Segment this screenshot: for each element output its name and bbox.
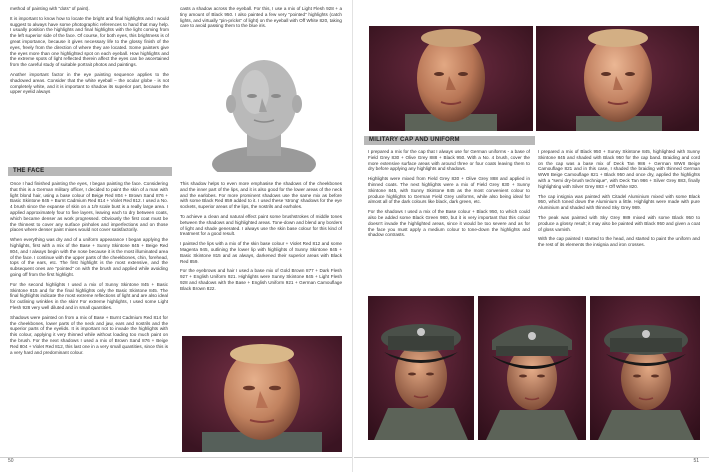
- paragraph: I painted the lips with a mix of the skin base colour + Violet Red 812 and some Magenta 945, outlining the lower lip with highlights of Sunny Skintone 845 + Basic Skintone 815 and as always, darkened their superior areas with Black Red 859.: [180, 241, 342, 264]
- painted-face-photo: [182, 336, 342, 452]
- paragraph: It is important to know how to locate the bright and final highlights and I would suggest to always have some photographic references to hand that may help. I usually position the highlights and final highlights with the light coming from the left superior side of the face. Of course, for both eyes, this brightness is of great importance, because it gives necessary life to the glossy finish of the eyes, freely from the direction of where they are located. Some painters give the eyes more than one highlighted spot on each eyeball. How highlights and the extreme spots of light reflected therein affect the eyes can be ascertained from the careful study of suitable portrait photos and paintings.: [10, 15, 169, 68]
- paragraph: For the eyebrows and hair I used a base mix of Gold Brown 877 + Dark Flesh 927 + English Uniform 921. Highlights were Sunny Skintone 845 + Light Flesh 928 and shadows with the Base + English Uniform 921 + German Camouflage Black Brown 822.: [180, 268, 342, 291]
- cap-uniform-text-column-1: [368, 149, 530, 289]
- paragraph: I prepared a mix of Black 950 + Sunny Skintone 845, highlighted with Sunny Skintone 845 and shaded with Black 950 for the cap band. Braiding and cord on the cap was a base mix of Deck Tan 986 + German WWII Beige Camouflage 821 and in this case, I shaded the braiding with thinned German WWII Beige Camouflage 821 + Black 950 and once dry, applied the highlights with a "semi dry-brush technique", with Deck Tan 986 + Silver Grey 883, finally highlighting with Silver Grey 883 + Off White 820.: [538, 149, 700, 189]
- cap-uniform-text-column-2: [538, 149, 700, 289]
- painted-head-front-photo: [369, 26, 533, 131]
- paragraph: Highlights were mixed from Field Grey 830 + Olive Grey 888 and applied in thinned coats. The next highlights were a mix of Field Grey 830 + Sunny Skintone 845, with Sunny Skintone 845 as the most convenient colour to produce highlights to German Field Grey uniforms, while also being ideal for almost all of the dark colours like black, dark green, etc.: [368, 176, 530, 205]
- footer-rule: [354, 457, 709, 458]
- paragraph: method of painting with "dots" of paint).: [10, 6, 90, 11]
- right-page: [354, 0, 709, 472]
- page-number: 50: [8, 458, 14, 464]
- face-text-column-2: [180, 181, 342, 333]
- paragraph: To achieve a clean and natural effect paint some brushstrokes of middle tones between the shadows and highlighted areas. Tone-down and blend any borders of light and shade generated. I always use the skin base colour for this kind of treatment for a good result.: [180, 213, 342, 237]
- paragraph: Once I had finished painting the eyes, I began painting the face. Considering that this is a German military officer, I decided to paint the skin of a man with light blond hair, using a base colour of Beige Red 804 + Brown Sand 876 + Basic Skintone 845 + Burnt Cadmium Red 814 + Violet Red 812. I used a No. 4 brush since the expanse of skin on a 1/9 scale bust is a really large area. I applied approximately four to five layers, leaving each to dry between coats, which became denser as work progressed. Obviously the first coat must be the thinnest to cover any surface pinholes and imperfections and on those places where denser paint mixes would not cover satisfactorily.: [10, 181, 168, 233]
- capped-bust-photo-3: [590, 296, 700, 440]
- section-heading-face: THE FACE: [8, 167, 172, 176]
- paragraph: With the cap painted I started to the head, and started to paint the uniform and the rest of its elements the insignia and iron crosses.: [538, 236, 700, 248]
- paragraph: casts a shadow across the eyeball. For this, I use a mix of Light Flesh 928 + a tiny amount of Black 950. I also painted a few very "pointed" highlights (catch lights, and virtually "pin-pricks" of light) on the eyeball with Off White 820, taking care to avoid passing them to the blue iris.: [180, 6, 342, 29]
- face-text-column-1: [10, 181, 168, 453]
- paragraph: I prepared a mix for the cap that I always use for German uniforms - a base of Field Grey 830 + Olive Grey 888 + Black 950. With a No. 4 brush, cover the more extensive surface areas with around three or four coats leaving them to dry before applying any highlights and shadows.: [368, 149, 530, 172]
- page-number: 51: [693, 458, 699, 464]
- capped-bust-photo-2: [478, 296, 586, 440]
- painted-head-threequarter-photo: [536, 26, 699, 131]
- paragraph: The peak was painted with Sky Grey 989 mixed with some Black 950 to produce a glossy result; it may also be painted with Black 950 and given a coat of gloss varnish.: [538, 214, 700, 232]
- paragraph: This shadow helps to even more emphasise the shadows of the cheekbones and the inner part of the lips, and it is also good for the lower areas of the neck and the earlobes. For more prominent shadows use the same mix as before with some Black Red 859 added to it. I used these 'strong' shadows for the eye sockets, superior areas of the lips, the nostrils and earholes.: [180, 181, 342, 210]
- intro-text-left: [10, 6, 169, 162]
- paragraph: Another important factor in the eye painting sequence applies to the shadowed areas. Consider that the white eyeball – the ocular globe - is not completely white, and it is important to shadow its superior part, because the upper eyelid always: [10, 71, 169, 95]
- paragraph: For the second highlights I used a mix of Sunny Skintone 845 + Basic Skintone 815 and for the final highlights only the Basic Skintone 845. The final highlights indicate the most extreme reflections of light and are also ideal for outlining wrinkles in the skin! For extreme highlights, I used some Light Flesh 928 very well diluted and in small quantities.: [10, 281, 168, 310]
- paragraph: When everything was dry and of a uniform appearance I began applying the highlights, first with a mix of the Base + Sunny Skintone 845 + Beige Red 804, and I always begin with the nose because it is the most illuminated area of the face. I continue with the upper parts of the cheekbones, chin, forehead, tops of the ears, etc. The first highlight is the most extensive, and the subsequent ones are "pointed" on with the brush and applied while avoiding going off from the first highlight.: [10, 237, 168, 277]
- paragraph: The cap insignia was painted with Citadel Aluminium mixed with some Black 950, which toned down the Aluminium a little. Highlights were made with pure Aluminium and shaded with thinned Sky Grey 989.: [538, 193, 700, 211]
- grey-primer-bust-photo: [205, 52, 323, 172]
- paragraph: Shadows were painted on from a mix of Base + Burnt Cadmium Red 814 for the cheekbones, lower parts of the neck and jaw, ears and nostrils and the superior parts of the eyelids. It is important not to invade the highlights with this colour, applying it very thinned while without loading too much paint on the brush. For the next shadows I used a mix of Brown Sand 876 + Beige Red 804 + Violet Red 812, this last one in a very small quantities, since this is a very hard and predominant colour.: [10, 314, 168, 355]
- intro-text-right: [180, 6, 342, 46]
- footer-rule: [0, 457, 352, 458]
- paragraph: For the shadows I used a mix of the Base colour + Black 950, to which could also be added some Black Green 980, but it is very important that this colour doesn't invade the highlighted areas, since it would be too severe and as for the face you must apply a medium colour to tone-down the highlights and shadow contrasts.: [368, 209, 530, 238]
- left-page: [0, 0, 353, 472]
- section-heading-cap-uniform: MILITARY CAP AND UNIFORM: [364, 136, 535, 145]
- capped-bust-photo-1: [368, 296, 474, 440]
